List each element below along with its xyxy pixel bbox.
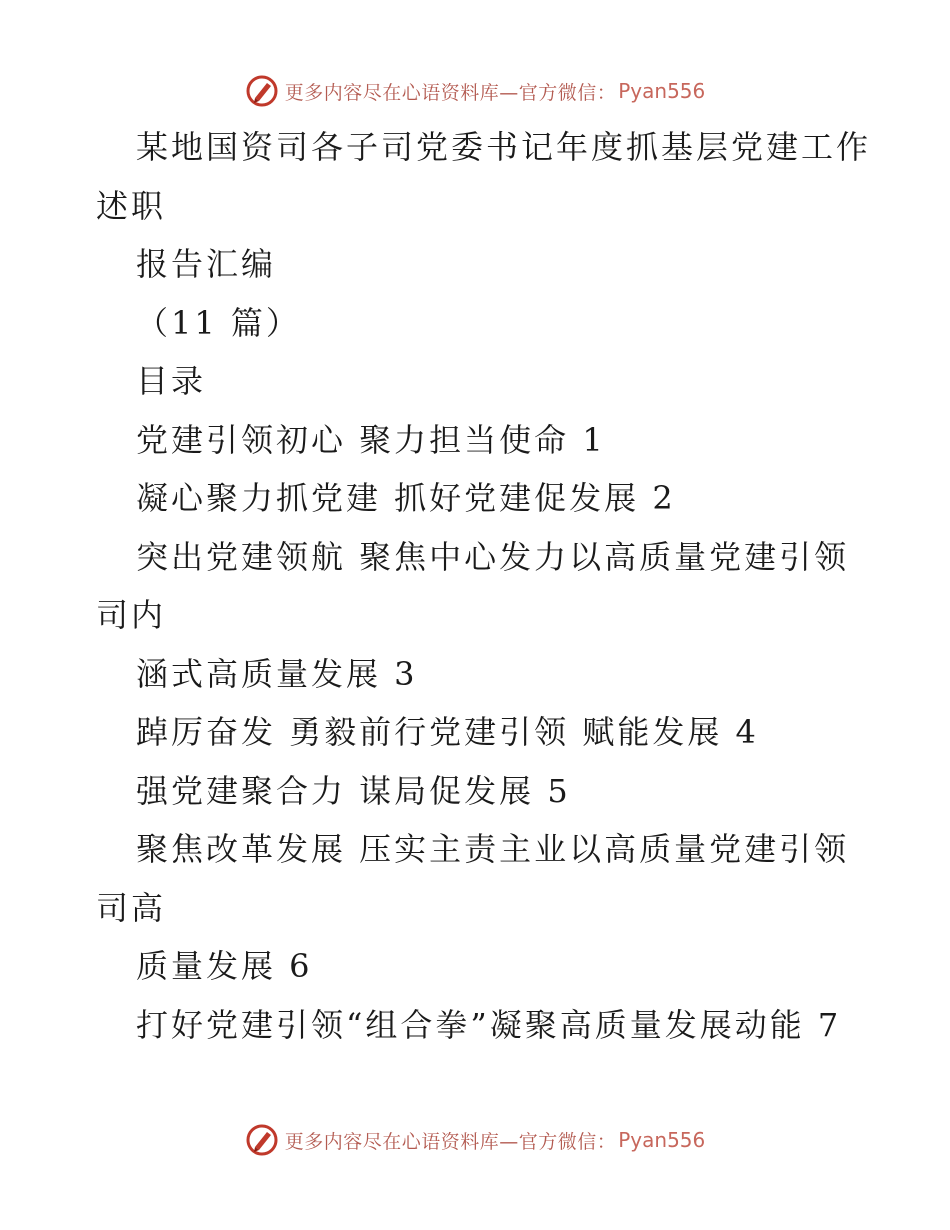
- toc-entry: 打好党建引领“组合拳”凝聚高质量发展动能 7: [136, 1005, 842, 1044]
- toc-entry: 强党建聚合力 谋局促发展 5: [136, 771, 571, 810]
- doc-title-line-2: 述职: [96, 186, 167, 225]
- watermark-footer: [0, 1120, 950, 1160]
- toc-entry-continuation: 涵式高质量发展 3: [136, 654, 418, 693]
- toc-entry: 聚焦改革发展 压实主责主业以高质量党建引领: [136, 830, 850, 868]
- toc-entry: 凝心聚力抓党建 抓好党建促发展 2: [136, 479, 676, 517]
- doc-title-line-1: 某地国资司各子司党委书记年度抓基层党建工作: [136, 128, 872, 166]
- doc-article-count: （11 篇）: [136, 303, 301, 342]
- toc-entry: 踔厉奋发 勇毅前行党建引领 赋能发展 4: [136, 713, 759, 751]
- watermark-header: [0, 71, 950, 111]
- toc-entry: 突出党建领航 聚焦中心发力以高质量党建引领: [136, 537, 850, 576]
- doc-title-line-3: 报告汇编: [136, 245, 277, 283]
- watermark-text: 更多内容尽在心语资料库—官方微信：: [284, 1130, 617, 1153]
- watermark-wechat-id: Pyan556: [618, 1128, 706, 1152]
- pen-logo-icon: [245, 74, 279, 108]
- toc-heading: 目录: [136, 362, 207, 400]
- watermark-wechat-id: Pyan556: [618, 79, 706, 103]
- pen-logo-icon: [245, 1123, 279, 1157]
- document-body: [0, 118, 950, 1054]
- toc-entry: 党建引领初心 聚力担当使命 1: [136, 420, 606, 459]
- toc-entry-continuation: 司内: [96, 596, 167, 634]
- toc-entry-continuation: 司高: [96, 888, 167, 927]
- watermark-text: 更多内容尽在心语资料库—官方微信：: [284, 81, 617, 104]
- toc-entry-continuation: 质量发展 6: [136, 947, 313, 985]
